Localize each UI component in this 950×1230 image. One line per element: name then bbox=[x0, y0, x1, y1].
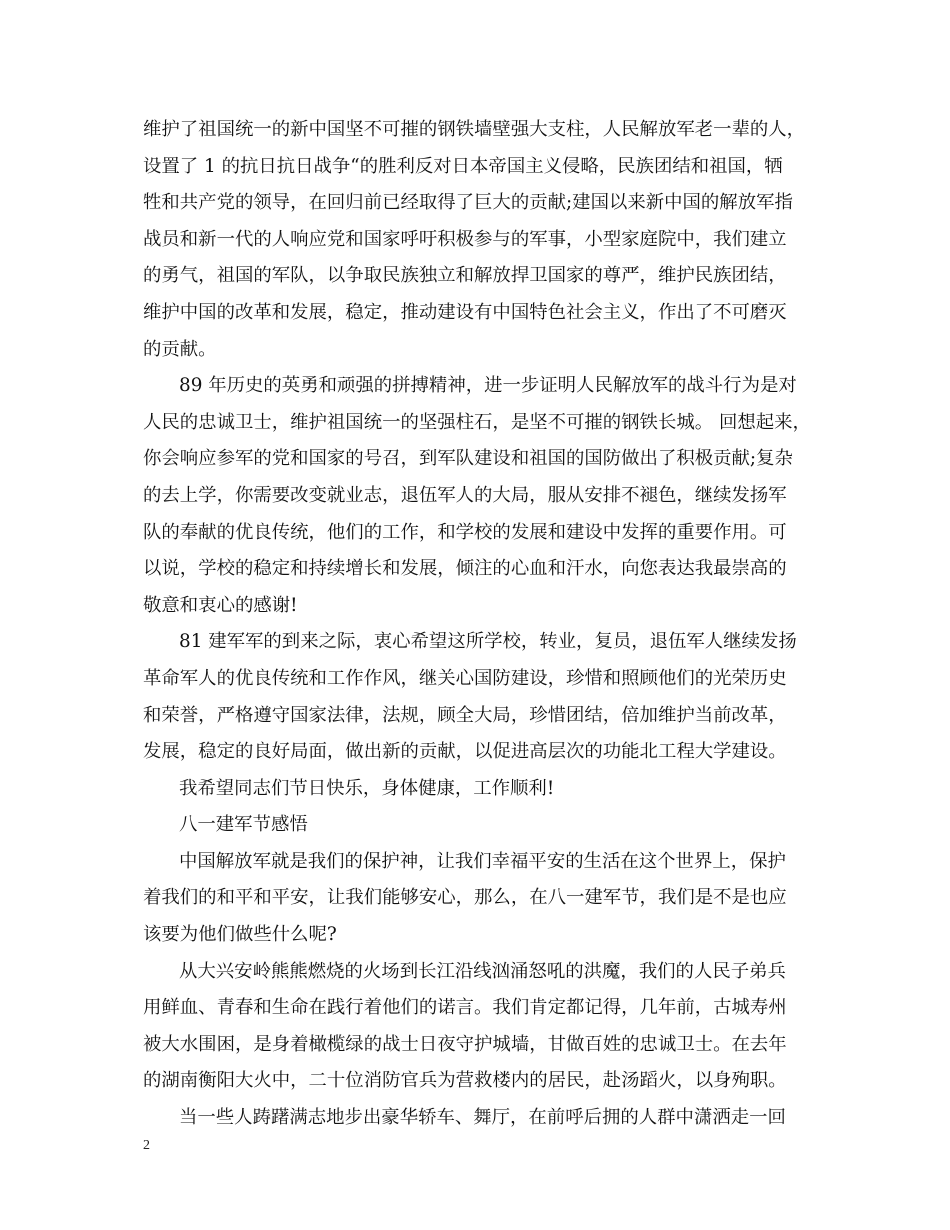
text-line: 的湖南衡阳大火中，二十位消防官兵为营救楼内的居民，赴汤蹈火，以身殉职。 bbox=[143, 1070, 787, 1092]
paragraph bbox=[143, 624, 811, 770]
body-text bbox=[143, 112, 811, 1137]
text-line: 你会响应参军的党和国家的号召，到军队建设和祖国的国防做出了积极贡献;复杂 bbox=[143, 448, 793, 470]
text-line: 八一建军节感悟 bbox=[179, 814, 308, 836]
paragraph bbox=[143, 954, 811, 1100]
text-line: 战员和新一代的人响应党和国家呼吁积极参与的军事，小型家庭院中，我们建立 bbox=[143, 228, 787, 250]
text-line: 设置了 1 的抗日抗日战争“的胜利反对日本帝国主义侵略，民族团结和祖国，牺 bbox=[143, 155, 783, 177]
text-line: 当一些人踌躇满志地步出豪华轿车、舞厅，在前呼后拥的人群中潇洒走一回 bbox=[179, 1107, 786, 1129]
text-line: 人民的忠诚卫士，维护祖国统一的坚强柱石，是坚不可摧的钢铁长城。 回想起来， bbox=[143, 411, 811, 433]
text-line: 发展，稳定的良好局面，做出新的贡献，以促进高层次的功能北工程大学建设。 bbox=[143, 741, 787, 763]
text-line: 被大水围困，是身着橄榄绿的战士日夜守护城墙，甘做百姓的忠诚卫士。在去年 bbox=[143, 1033, 787, 1055]
text-line: 我希望同志们节日快乐，身体健康，工作顺利! bbox=[179, 777, 555, 799]
text-line: 队的奉献的优良传统，他们的工作，和学校的发展和建设中发挥的重要作用。可 bbox=[143, 521, 787, 543]
text-line: 着我们的和平和平安，让我们能够安心，那么，在八一建军节，我们是不是也应 bbox=[143, 887, 787, 909]
paragraph bbox=[143, 807, 811, 844]
paragraph bbox=[143, 368, 811, 624]
text-line: 的去上学，你需要改变就业志，退伍军人的大局，服从安排不褪色，继续发扬军 bbox=[143, 484, 787, 506]
paragraph bbox=[143, 1100, 811, 1137]
text-line: 敬意和衷心的感谢! bbox=[143, 594, 298, 616]
text-line: 牲和共产党的领导，在回归前已经取得了巨大的贡献;建国以来新中国的解放军指 bbox=[143, 192, 793, 214]
text-line: 维护了祖国统一的新中国坚不可摧的钢铁墙壁强大支柱，人民解放军老一辈的人， bbox=[143, 119, 806, 140]
text-line: 的勇气，祖国的军队，以争取民族独立和解放捍卫国家的尊严，维护民族团结， bbox=[143, 265, 787, 287]
text-line: 革命军人的优良传统和工作作风，继关心国防建设，珍惜和照顾他们的光荣历史 bbox=[143, 667, 787, 689]
text-line: 的贡献。 bbox=[143, 338, 217, 360]
text-line: 和荣誉，严格遵守国家法律，法规，顾全大局，珍惜团结，倍加维护当前改革， bbox=[143, 704, 787, 726]
text-line: 81 建军军的到来之际，衷心希望这所学校，转业，复员，退伍军人继续发扬 bbox=[179, 631, 797, 653]
text-line: 从大兴安岭熊熊燃烧的火场到长江沿线汹涌怒吼的洪魔，我们的人民子弟兵 bbox=[179, 960, 786, 982]
paragraph bbox=[143, 844, 811, 954]
text-line: 用鲜血、青春和生命在践行着他们的诺言。我们肯定都记得，几年前，古城寿州 bbox=[143, 997, 787, 1019]
paragraph bbox=[143, 112, 811, 368]
text-line: 中国解放军就是我们的保护神，让我们幸福平安的生活在这个世界上，保护 bbox=[179, 850, 786, 872]
page-number: 2 bbox=[143, 1138, 150, 1153]
paragraph bbox=[143, 771, 811, 808]
text-line: 维护中国的改革和发展，稳定，推动建设有中国特色社会主义，作出了不可磨灭 bbox=[143, 301, 787, 323]
text-line: 89 年历史的英勇和顽强的拼搏精神，进一步证明人民解放军的战斗行为是对 bbox=[179, 375, 797, 397]
text-line: 该要为他们做些什么呢? bbox=[143, 924, 337, 946]
text-line: 以说，学校的稳定和持续增长和发展，倾注的心血和汗水，向您表达我最崇高的 bbox=[143, 558, 787, 580]
